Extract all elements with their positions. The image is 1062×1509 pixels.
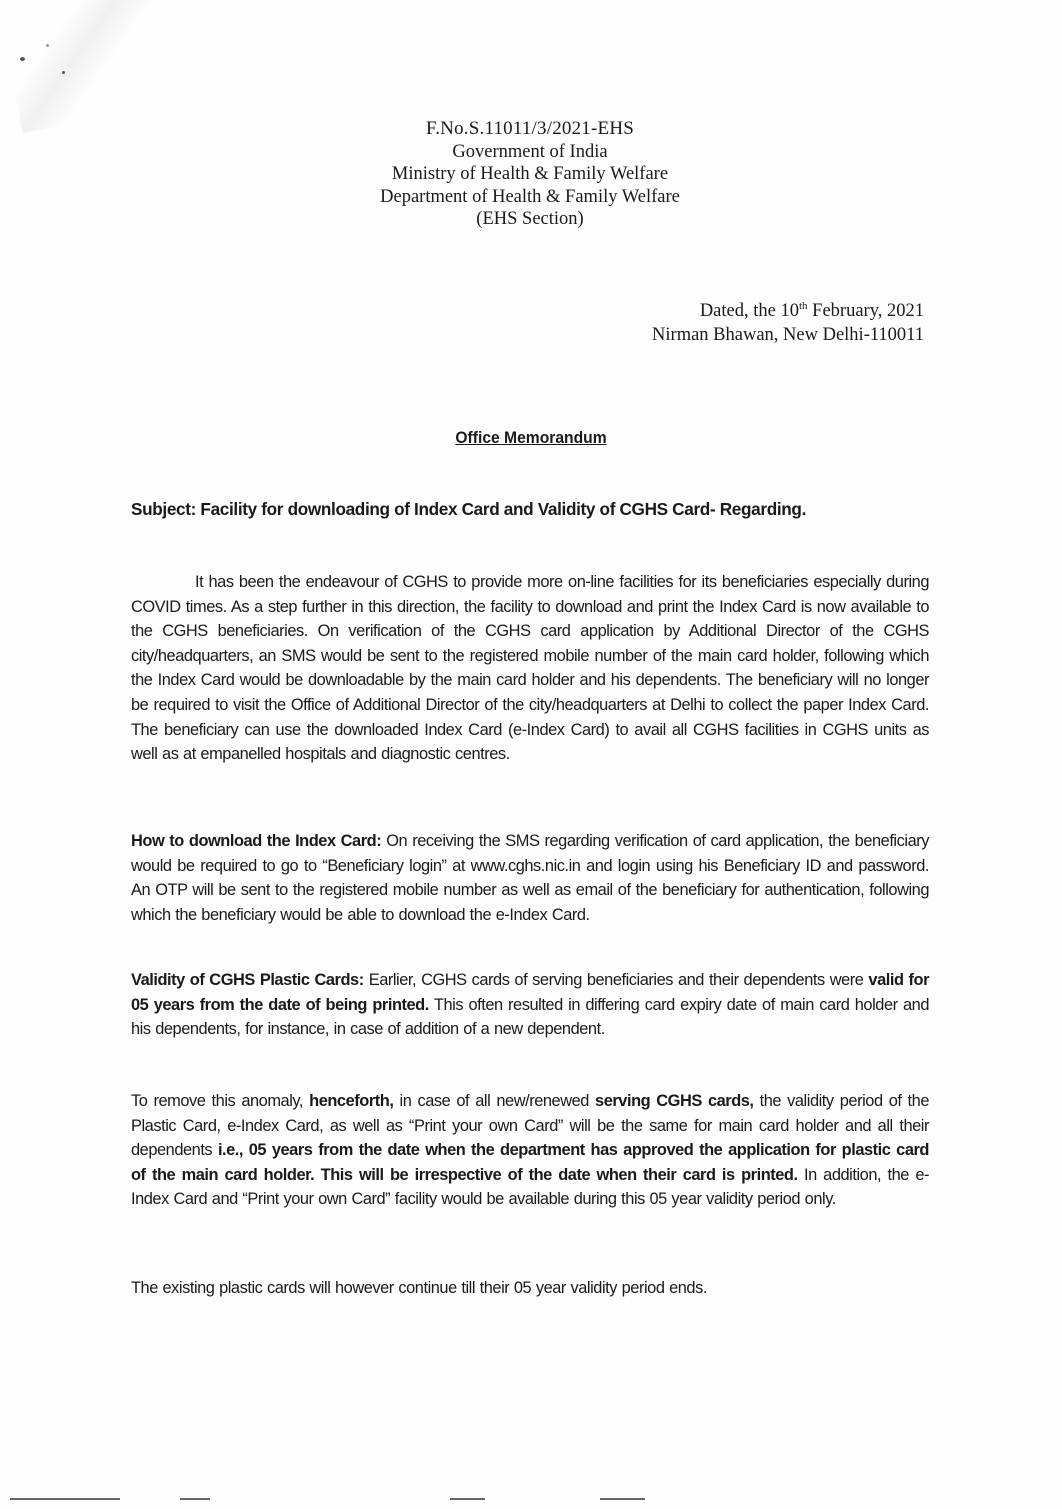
ministry-line: Ministry of Health & Family Welfare <box>391 164 669 184</box>
dateline <box>652 299 924 347</box>
place-line: Nirman Bhawan, New Delhi-110011 <box>652 325 924 345</box>
scan-speck <box>62 71 65 74</box>
subject-line: Subject: Facility for downloading of Index Card and Validity of CGHS Card- Regarding. <box>131 499 806 519</box>
document-header <box>300 118 760 231</box>
scan-speck <box>46 44 49 47</box>
intro-paragraph: It has been the endeavour of CGHS to provide more on-line facilities for its beneficiaries especially during COVID times. As a step further in this direction, the facility to download and print the Index Card is now available to the CGHS beneficiaries. On verification of the CGHS card application by Additional Director of the CGHS city/headquarters, an SMS would be sent to the registered mobile number of the main card holder, following which the Index Card would be downloadable by the main card holder and his dependents. The beneficiary will no longer be required to visit the Office of Additional Director of the city/headquarters at Delhi to collect the paper Index Card. The beneficiary can use the downloaded Index Card (e-Index Card) to avail all CGHS facilities in CGHS units as well as at empanelled hospitals and diagnostic centres. <box>131 573 929 764</box>
download-paragraph: How to download the Index Card: On receiving the SMS regarding verification of card application, the beneficiary would be required to go to “Beneficiary login” at www.cghs.nic.in and login using his Beneficiary ID and password. An OTP will be sent to the registered mobile number as well as email of the beneficiary for authentication, following which the beneficiary would be able to download the e-Index Card. <box>131 832 929 924</box>
section-line: (EHS Section) <box>476 209 584 229</box>
scan-edge-lines <box>0 1498 1062 1501</box>
validity-heading: Validity of CGHS Plastic Cards: <box>131 971 364 989</box>
government-line: Government of India <box>452 141 608 162</box>
scan-artifact <box>0 0 180 133</box>
download-heading: How to download the Index Card: <box>131 832 382 850</box>
scan-speck <box>20 57 25 61</box>
date-line: Dated, the 10th February, 2021 <box>699 300 924 321</box>
department-line: Department of Health & Family Welfare <box>380 186 680 207</box>
file-number: F.No.S.11011/3/2021-EHS <box>425 118 635 139</box>
closing-paragraph: The existing plastic cards will however continue till their 05 year validity period ends. <box>131 1279 707 1297</box>
anomaly-paragraph: To remove this anomaly, henceforth, in case of all new/renewed serving CGHS cards, the validity period of the Plastic Card, e-Index Card, as well as “Print your own Card” will be the same for main card holder and all their dependents i.e., 05 years from the date when the department has approved the application for plastic card of the main card holder. This will be irrespective of the date when their card is printed. In addition, the e-Index Card and “Print your own Card” facility would be available during this 05 year validity period only. <box>131 1092 929 1209</box>
memo-title: Office Memorandum <box>455 428 607 447</box>
validity-paragraph: Validity of CGHS Plastic Cards: Earlier, CGHS cards of serving beneficiaries and their dependents were valid for 05 years from the date of being printed. This often resulted in differing card expiry date of main card holder and his dependents, for instance, in case of addition of a new dependent. <box>131 971 929 1039</box>
